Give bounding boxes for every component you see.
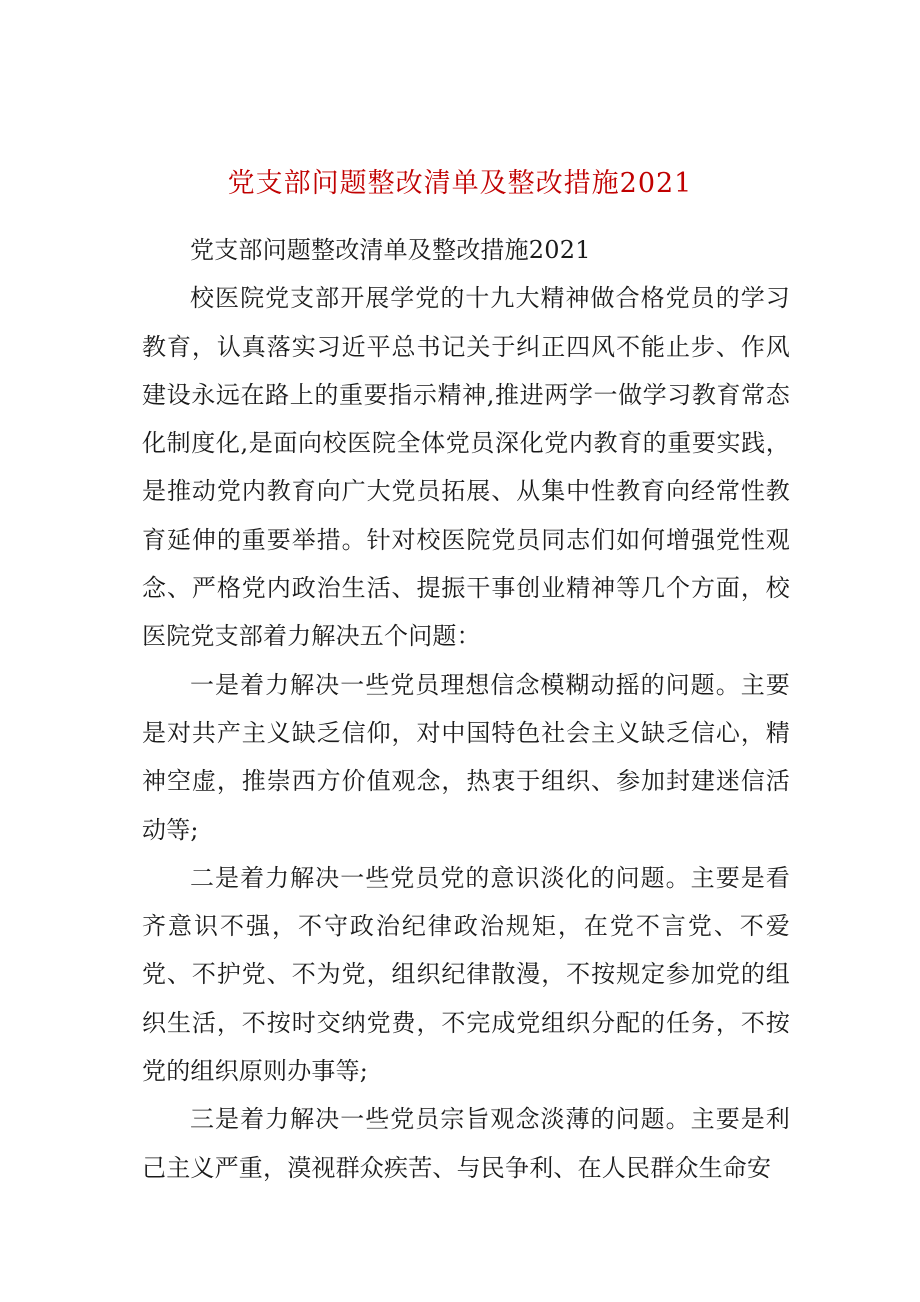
issue-one-paragraph: 一是着力解决一些党员理想信念模糊动摇的问题。主要是对共产主义缺乏信仰，对中国特色社会主义缺乏信心，精神空虚，推崇西方价值观念，热衷于组织、参加封建迷信活动等; — [142, 670, 790, 844]
intro-paragraph: 校医院党支部开展学党的十九大精神做合格党员的学习教育，认真落实习近平总书记关于纠正四风不能止步、作风建设永远在路上的重要指示精神,推进两学一做学习教育常态化制度化,是面向校医院全体党员深化党内教育的重要实践，是推动党内教育向广大党员拓展、从集中性教育向经常性教育延伸的重要举措。针对校医院党员同志们如何增强党性观念、严格党内政治生活、提振干事创业精神等几个方面，校医院党支部着力解决五个问题： — [142, 284, 790, 651]
issue-two-paragraph: 二是着力解决一些党员党的意识淡化的问题。主要是看齐意识不强，不守政治纪律政治规矩，在党不言党、不爱党、不护党、不为党，组织纪律散漫，不按规定参加党的组织生活，不按时交纳党费，不完成党组织分配的任务，不按党的组织原则办事等; — [142, 863, 790, 1086]
document-body — [142, 226, 790, 1192]
document-title: 党支部问题整改清单及整改措施2021 — [227, 168, 693, 199]
subtitle-paragraph: 党支部问题整改清单及整改措施2021 — [190, 236, 591, 264]
issue-three-paragraph: 三是着力解决一些党员宗旨观念淡薄的问题。主要是利己主义严重，漠视群众疾苦、与民争利、在人民群众生命安 — [142, 1105, 790, 1182]
